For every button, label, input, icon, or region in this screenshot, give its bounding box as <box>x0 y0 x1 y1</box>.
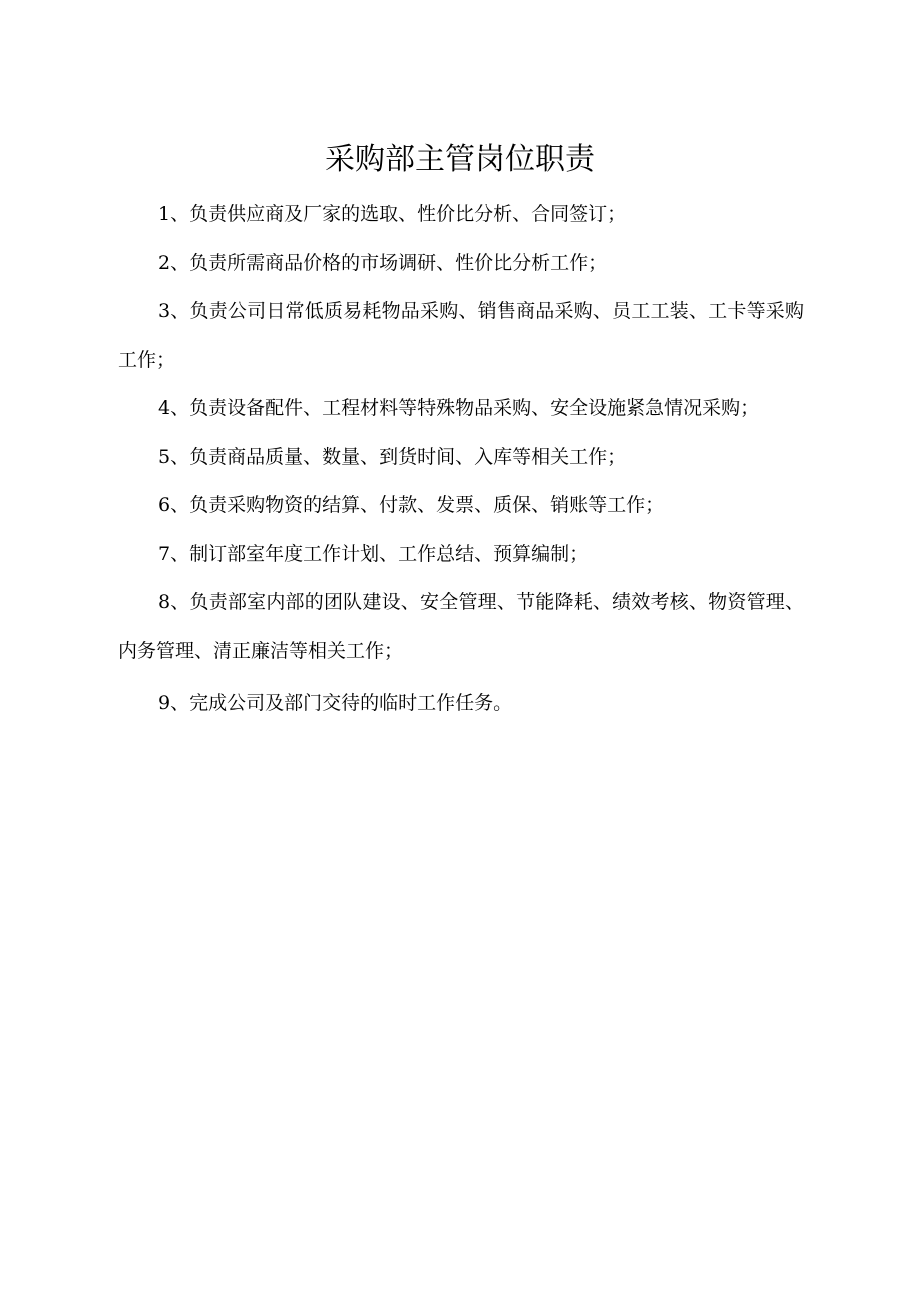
duty-item-3: 3、负责公司日常低质易耗物品采购、销售商品采购、员工工装、工卡等采购工作； <box>118 300 804 371</box>
duty-item-8: 8、负责部室内部的团队建设、安全管理、节能降耗、绩效考核、物资管理、内务管理、清正廉洁等相关工作； <box>118 591 804 662</box>
duty-item-1: 1、负责供应商及厂家的选取、性价比分析、合同签订； <box>158 203 627 225</box>
duty-item-5: 5、负责商品质量、数量、到货时间、入库等相关工作； <box>158 445 627 468</box>
duty-item-9: 9、完成公司及部门交待的临时工作任务。 <box>158 692 513 714</box>
duty-list <box>118 190 804 728</box>
page-title: 采购部主管岗位职责 <box>325 142 595 177</box>
duty-item-6: 6、负责采购物资的结算、付款、发票、质保、销账等工作； <box>158 494 665 516</box>
duty-item-2: 2、负责所需商品价格的市场调研、性价比分析工作； <box>158 251 608 274</box>
duty-item-7: 7、制订部室年度工作计划、工作总结、预算编制； <box>158 542 589 565</box>
duty-item-4: 4、负责设备配件、工程材料等特殊物品采购、安全设施紧急情况采购； <box>158 397 760 419</box>
